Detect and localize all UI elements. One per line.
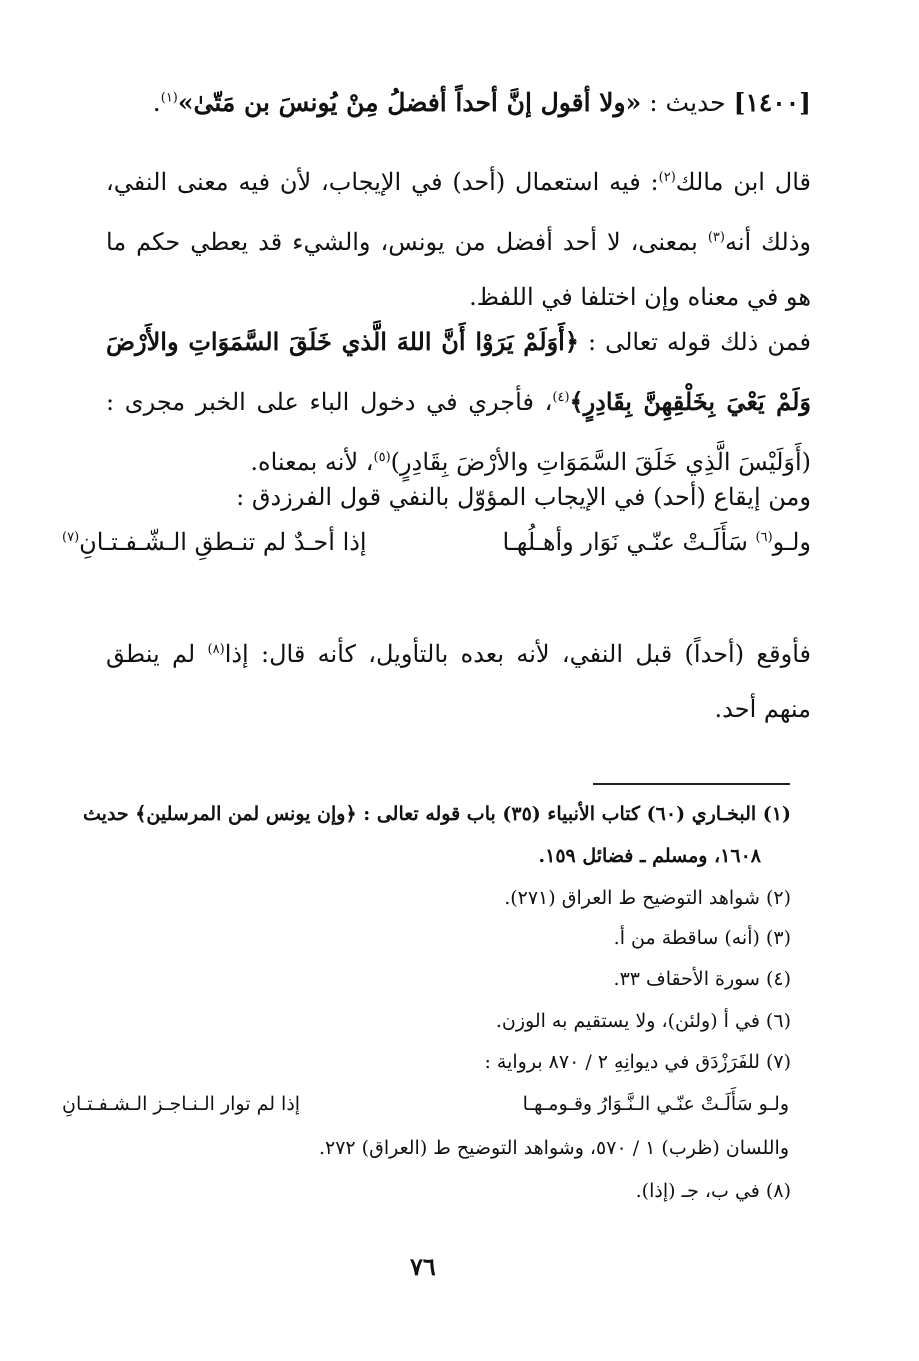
- paragraph-ibn-malik: [106, 150, 811, 325]
- quran-verse: ﴿أَوَلَمْ يَرَوْا أَنَّ اللهَ الَّذي خَلَقَ السَّمَوَاتِ والأَرْضَ وَلَمْ يَعْيَ بِخَلْقِهِنَّ بِقَادِرٍ﴾: [106, 327, 812, 416]
- footnote-3: (٣) (أنه) ساقطة من أ.: [613, 927, 791, 949]
- page-number: ٧٦: [410, 1252, 436, 1281]
- footnote-ref: (٧): [62, 530, 80, 545]
- footnote-7-cont: واللسان (ظرب) ١ / ٥٧٠، وشواهد التوضيح ط (العراق) ٢٧٢.: [318, 1137, 789, 1159]
- footnote-divider: [593, 783, 790, 785]
- footnote-ref: (١): [160, 90, 178, 106]
- hadith-heading: [١٤٠٠] حديث : «ولا أقول إنَّ أحداً أفضلُ مِنْ يُونسَ بن مَتّىٰ»$^{(١)}$.: [152, 88, 811, 117]
- text-segment: ، فأجري في دخول الباء على الخبر مجرى :: [106, 388, 553, 416]
- text-segment: ، لأنه بمعناه.: [250, 448, 374, 476]
- footnote-ref: (٥): [373, 450, 391, 465]
- text-segment: : فيه استعمال (أحد) في الإيجاب، لأن فيه معنى النفي، وذلك أنه: [106, 168, 811, 256]
- footnote-4: (٤) سورة الأحقاف ٣٣.: [613, 968, 791, 990]
- text-segment: قال ابن مالك: [675, 168, 811, 196]
- footnote-7: (٧) للفَرَزْدَق في ديوانِهِ ٢ / ٨٧٠ برواية :: [484, 1051, 791, 1073]
- text-segment: ولـو: [772, 528, 811, 556]
- hadith-lead: حديث :: [649, 88, 726, 117]
- footnote-1: (١) البخـاري (٦٠) كتاب الأنبياء (٣٥) باب قوله تعالى : ﴿وإن يونس لمن المرسلين﴾ حديث: [83, 803, 791, 825]
- verse-second-hemistich: [62, 528, 367, 556]
- text-segment: إذا أحـدٌ لم تنـطقِ الـشّـفـتـانِ: [79, 528, 367, 556]
- footnote-7-verse-second: إذا لم توار الـنـاجـز الـشـفـتـانِ: [62, 1093, 301, 1115]
- hadith-text: «ولا أقول إنَّ أحداً أفضلُ مِنْ يُونسَ بن مَتّىٰ»: [177, 88, 642, 117]
- footnote-6: (٦) في أ (ولئن)، ولا يستقيم به الوزن.: [495, 1010, 791, 1032]
- text-segment: فأوقع (أحداً) قبل النفي، لأنه بعده بالتأويل، كأنه قال: إذا: [224, 640, 811, 668]
- footnote-7-verse-first: ولـو سَأَلَـتْ عنّـي الـنَّـوَارُ وقـومـهـا: [522, 1093, 789, 1115]
- footnote-ref: (٨): [207, 642, 225, 657]
- footnote-ref: (٤): [552, 390, 570, 405]
- hadith-number: [١٤٠٠]: [733, 88, 811, 117]
- quran-verse: (أَوَلَيْسَ الَّذِي خَلَقَ السَّمَوَاتِ والأرْضَ بِقَادِرٍ): [390, 448, 811, 476]
- footnote-ref: (٣): [707, 230, 725, 245]
- footnote-ref: (٢): [658, 170, 676, 185]
- text-segment: فمن ذلك قوله تعالى :: [578, 328, 811, 356]
- footnote-ref: (٦): [755, 530, 773, 545]
- footnote-1-cont: ١٦٠٨، ومسلم ـ فضائل ١٥٩.: [538, 845, 761, 867]
- verse-first-hemistich: [502, 528, 811, 556]
- footnote-8: (٨) في ب، جـ (إذا).: [635, 1180, 791, 1202]
- footnote-2: (٢) شواهد التوضيح ط العراق (٢٧١).: [504, 887, 791, 909]
- text-segment: بمعنى، لا أحد أفضل من يونس، والشيء قد يعطي حكم ما هو في معناه وإن اختلفا في اللفظ.: [106, 228, 811, 311]
- text-segment: ومن إيقاع (أحد) في الإيجاب المؤوّل بالنفي قول الفرزدق :: [236, 483, 811, 511]
- paragraph-farazdaq-intro: [106, 470, 811, 525]
- paragraph-quran-example: [106, 314, 811, 490]
- paragraph-conclusion: [106, 622, 811, 737]
- text-segment: سَأَلَـتْ عنّـي نَوَار وأهـلُهـا: [502, 528, 756, 556]
- text-segment: لم ينطق منهم أحد.: [106, 640, 811, 723]
